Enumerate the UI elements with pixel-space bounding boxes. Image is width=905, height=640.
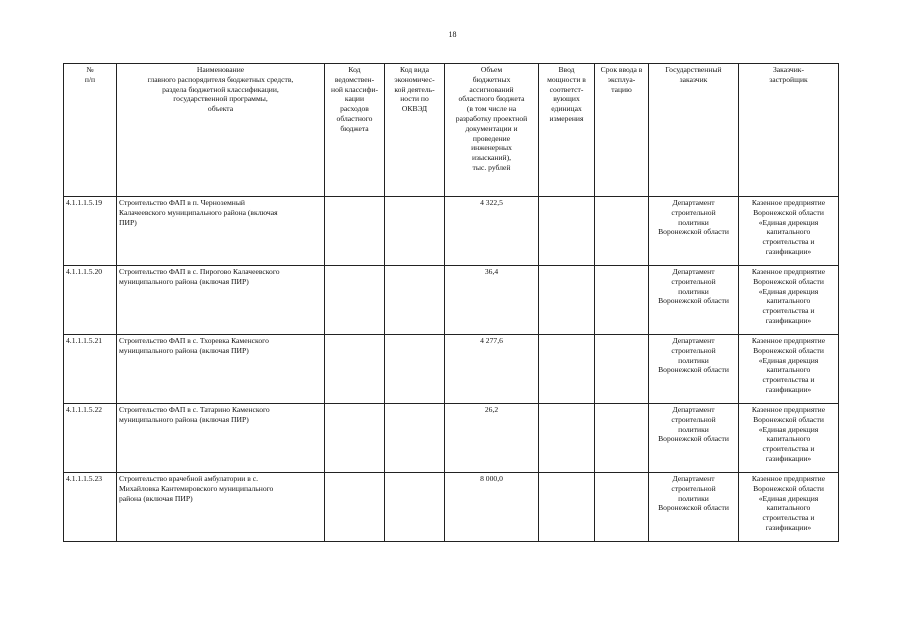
state-customer: Департамент строительной политики Воронежской области <box>649 404 739 473</box>
table-row <box>64 473 839 542</box>
row-number: 4.1.1.1.5.20 <box>64 266 117 335</box>
header-budget-amount: Объем бюджетных ассигнований областного бюджета (в том числе на разработку проектной документации и проведение инженерных изысканий), тыс. рублей <box>445 64 539 197</box>
commission-term <box>595 197 649 266</box>
capacity <box>539 335 595 404</box>
budget-amount: 4 277,6 <box>445 335 539 404</box>
header-state-customer: Государственный заказчик <box>649 64 739 197</box>
page-number: 18 <box>448 30 457 39</box>
header-capacity: Ввод мощности в соответст- вующих единицах измерения <box>539 64 595 197</box>
capacity <box>539 266 595 335</box>
capacity <box>539 197 595 266</box>
developer: Казенное предприятие Воронежской области «Единая дирекция капитального строительства и газификации» <box>739 266 839 335</box>
table-header-row <box>64 64 839 197</box>
header-commission-term: Срок ввода в эксплуа- тацию <box>595 64 649 197</box>
department-code <box>325 197 385 266</box>
state-customer: Департамент строительной политики Воронежской области <box>649 266 739 335</box>
budget-amount: 8 000,0 <box>445 473 539 542</box>
capacity <box>539 473 595 542</box>
commission-term <box>595 473 649 542</box>
developer: Казенное предприятие Воронежской области «Единая дирекция капитального строительства и газификации» <box>739 473 839 542</box>
budget-allocation-table <box>63 63 839 542</box>
okved-code <box>385 473 445 542</box>
header-developer: Заказчик- застройщик <box>739 64 839 197</box>
row-number: 4.1.1.1.5.21 <box>64 335 117 404</box>
commission-term <box>595 335 649 404</box>
row-number: 4.1.1.1.5.23 <box>64 473 117 542</box>
state-customer: Департамент строительной политики Воронежской области <box>649 335 739 404</box>
state-customer: Департамент строительной политики Воронежской области <box>649 197 739 266</box>
object-name: Строительство ФАП в п. Черноземный Калачеевского муниципального района (включая ПИР) <box>117 197 325 266</box>
object-name: Строительство врачебной амбулатории в с. Михайловка Кантемировского муниципального района (включая ПИР) <box>117 473 325 542</box>
object-name: Строительство ФАП в с. Тхоревка Каменского муниципального района (включая ПИР) <box>117 335 325 404</box>
developer: Казенное предприятие Воронежской области «Единая дирекция капитального строительства и газификации» <box>739 404 839 473</box>
developer: Казенное предприятие Воронежской области «Единая дирекция капитального строительства и газификации» <box>739 197 839 266</box>
okved-code <box>385 266 445 335</box>
row-number: 4.1.1.1.5.22 <box>64 404 117 473</box>
object-name: Строительство ФАП в с. Пирогово Калачеевского муниципального района (включая ПИР) <box>117 266 325 335</box>
commission-term <box>595 404 649 473</box>
department-code <box>325 473 385 542</box>
state-customer: Департамент строительной политики Воронежской области <box>649 473 739 542</box>
budget-amount: 36,4 <box>445 266 539 335</box>
okved-code <box>385 197 445 266</box>
header-object-name: Наименование главного распорядителя бюджетных средств, раздела бюджетной классификации, государственной программы, объекта <box>117 64 325 197</box>
header-okved-code: Код вида экономичес- кой деятель- ности по ОКВЭД <box>385 64 445 197</box>
header-department-code: Код ведомствен- ной классифи- кации расходов областного бюджета <box>325 64 385 197</box>
department-code <box>325 404 385 473</box>
table-row <box>64 404 839 473</box>
header-number: № п/п <box>64 64 117 197</box>
capacity <box>539 404 595 473</box>
table-row <box>64 197 839 266</box>
department-code <box>325 266 385 335</box>
budget-amount: 4 322,5 <box>445 197 539 266</box>
table-row <box>64 266 839 335</box>
table-row <box>64 335 839 404</box>
developer: Казенное предприятие Воронежской области «Единая дирекция капитального строительства и газификации» <box>739 335 839 404</box>
object-name: Строительство ФАП в с. Татарино Каменского муниципального района (включая ПИР) <box>117 404 325 473</box>
okved-code <box>385 404 445 473</box>
commission-term <box>595 266 649 335</box>
okved-code <box>385 335 445 404</box>
budget-amount: 26,2 <box>445 404 539 473</box>
department-code <box>325 335 385 404</box>
row-number: 4.1.1.1.5.19 <box>64 197 117 266</box>
